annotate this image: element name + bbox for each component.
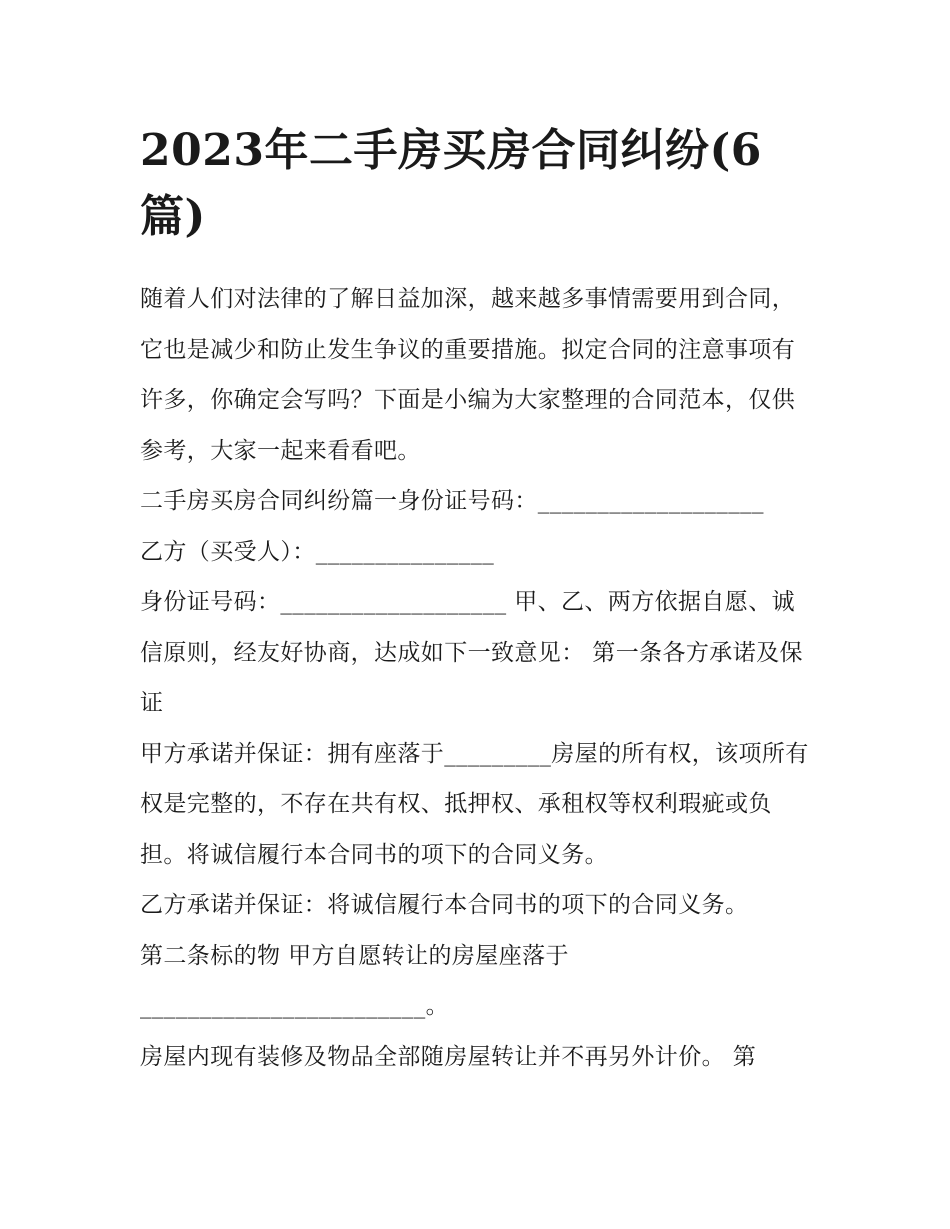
paragraph-id-agreement: 身份证号码：___________________ 甲、乙、两方依据自愿、诚信原则，经友好协商，达成如下一致意见： 第一条各方承诺及保证 [140, 589, 803, 716]
paragraph-party-b-promise: 乙方承诺并保证：将诚信履行本合同书的项下的合同义务。 [140, 892, 749, 918]
document-page [140, 118, 812, 1082]
paragraph-intro: 随着人们对法律的了解日益加深，越来越多事情需要用到合同，它也是减少和防止发生争议的重要措施。拟定合同的注意事项有许多，你确定会写吗？下面是小编为大家整理的合同范本，仅供参考，大家一起来看看吧。 [140, 286, 796, 464]
paragraph-article-two: 第二条标的物 甲方自愿转让的房屋座落于 [140, 942, 569, 969]
paragraph-party-a-promise: 甲方承诺并保证：拥有座落于_________房屋的所有权，该项所有权是完整的，不存在共有权、抵押权、承租权等权利瑕疵或负担。将诚信履行本合同书的项下的合同义务。 [140, 740, 809, 868]
paragraph-furnishing: 房屋内现有装修及物品全部随房屋转让并不再另外计价。 第 [140, 1043, 757, 1070]
document-title: 2023年二手房买房合同纠纷(6篇) [140, 125, 762, 242]
paragraph-party-b: 乙方（买受人）：_______________ [140, 538, 495, 565]
paragraph-location-blank: ________________________。 [140, 993, 449, 1019]
paragraph-article-one-id: 二手房买房合同纠纷篇一身份证号码：___________________ [140, 488, 764, 514]
